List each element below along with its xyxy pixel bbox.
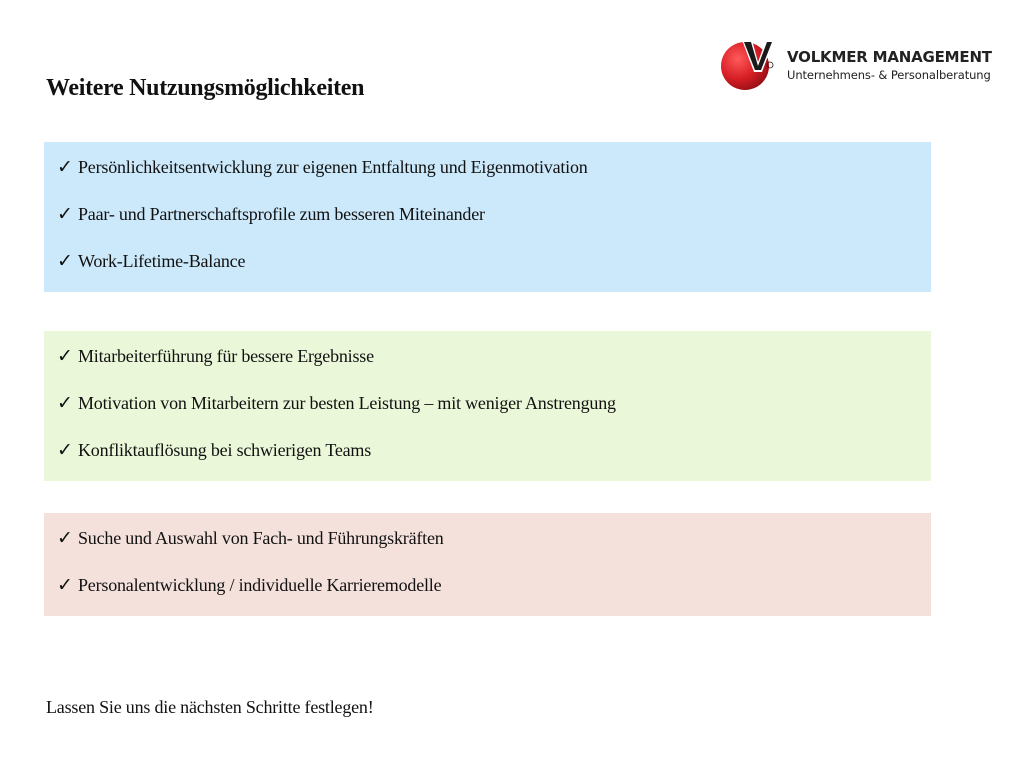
company-logo [720,38,1000,94]
checkmark-icon: ✓ [57,250,73,272]
checkmark-icon: ✓ [57,392,73,414]
checkmark-icon: ✓ [57,439,73,461]
checkmark-icon: ✓ [57,574,73,596]
list-item-text: Persönlichkeitsentwicklung zur eigenen Entfaltung und Eigenmotivation [78,157,588,177]
volkmer-logo-icon [720,38,776,94]
checkmark-icon: ✓ [57,203,73,225]
checkmark-icon: ✓ [57,156,73,178]
list-item-text: Mitarbeiterführung für bessere Ergebnisse [78,346,374,366]
list-item [57,574,931,621]
list-item-text: Paar- und Partnerschaftsprofile zum besseren Miteinander [78,204,485,224]
list-item [57,345,931,392]
list-item-text: Konfliktauflösung bei schwierigen Teams [78,440,372,460]
list-item-text: Work-Lifetime-Balance [78,251,246,271]
list-item [57,392,931,439]
page-title: Weitere Nutzungsmöglichkeiten [46,75,365,101]
list-item [57,439,931,486]
logo-tagline: Unternehmens- & Personalberatung [787,68,991,82]
usage-section-personal [44,142,931,292]
usage-section-recruiting [44,513,931,616]
list-item [57,527,931,574]
list-item [57,250,931,297]
footer-call-to-action: Lassen Sie uns die nächsten Schritte festlegen! [46,697,374,717]
list-item-text: Motivation von Mitarbeitern zur besten Leistung – mit weniger Anstrengung [78,393,616,413]
checkmark-icon: ✓ [57,345,73,367]
list-item-text: Suche und Auswahl von Fach- und Führungskräften [78,528,444,548]
list-item [57,203,931,250]
usage-section-leadership [44,331,931,481]
list-item-text: Personalentwicklung / individuelle Karrieremodelle [78,575,442,595]
checkmark-icon: ✓ [57,527,73,549]
list-item [57,156,931,203]
logo-company-name: VOLKMER MANAGEMENT [787,48,992,66]
